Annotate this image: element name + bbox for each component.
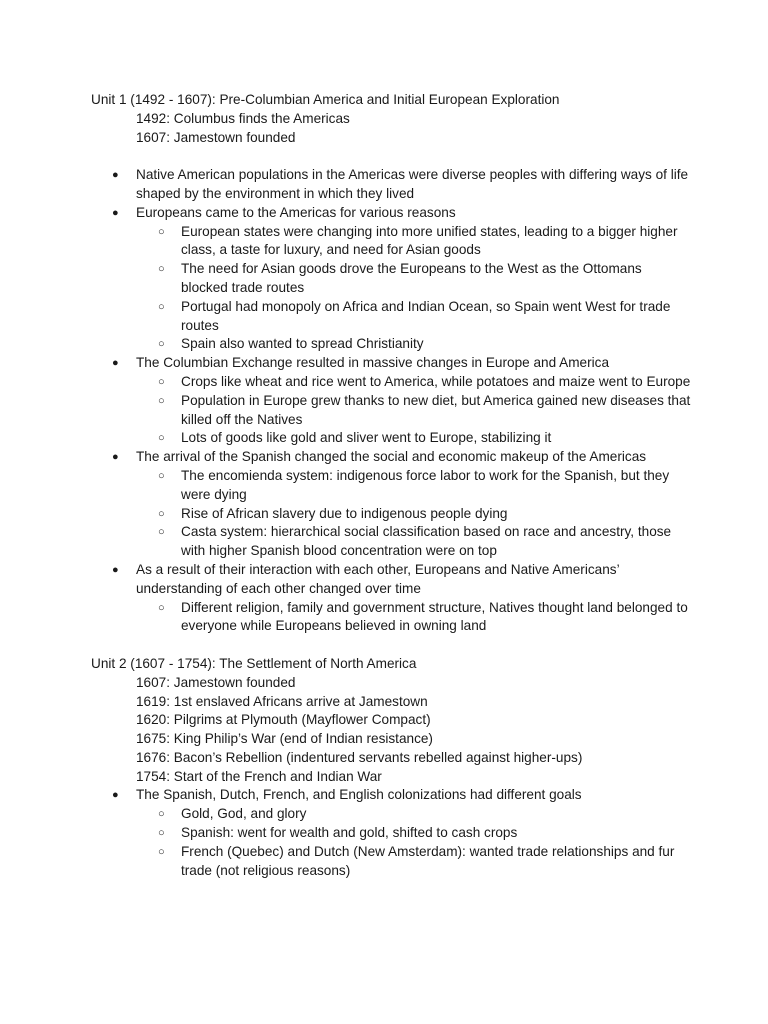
sub-bullet-item	[136, 523, 691, 561]
unit-2-heading: Unit 2 (1607 - 1754): The Settlement of North America	[91, 655, 417, 671]
blank-line	[91, 147, 691, 166]
sub-bullet-text: The encomienda system: indigenous force labor to work for the Spanish, but they were dying	[181, 467, 670, 502]
timeline-entry: 1676: Bacon’s Rebellion (indentured servants rebelled against higher-ups)	[136, 749, 583, 765]
hollow-bullet-icon: ○	[158, 845, 165, 858]
filled-bullet-icon: ●	[112, 357, 119, 370]
sub-bullet-item	[136, 298, 691, 336]
sub-bullet-text: Lots of goods like gold and sliver went to Europe, stabilizing it	[181, 430, 552, 446]
sub-bullet-item	[136, 599, 691, 637]
sub-bullet-item	[136, 335, 691, 354]
bullet-item	[91, 786, 691, 880]
sub-bullet-text: Casta system: hierarchical social classification based on race and ancestry, those with higher Spanish blood concentration were on top	[181, 524, 672, 559]
unit-1-section	[91, 91, 691, 636]
sub-bullet-item	[136, 392, 691, 430]
sub-bullet-list	[136, 373, 691, 448]
bullet-text: The Spanish, Dutch, French, and English colonizations had different goals	[136, 787, 582, 803]
sub-bullet-text: Spanish: went for wealth and gold, shifted to cash crops	[181, 825, 518, 841]
timeline-entry: 1619: 1st enslaved Africans arrive at Jamestown	[136, 693, 428, 709]
sub-bullet-item	[136, 824, 691, 843]
filled-bullet-icon: ●	[112, 206, 119, 219]
sub-bullet-item	[136, 429, 691, 448]
sub-bullet-item	[136, 373, 691, 392]
bullet-item	[91, 166, 691, 204]
bullet-text: The arrival of the Spanish changed the social and economic makeup of the Americas	[136, 449, 647, 465]
sub-bullet-list	[136, 805, 691, 880]
timeline-entry: 1754: Start of the French and Indian War	[136, 768, 382, 784]
sub-bullet-text: Crops like wheat and rice went to America, while potatoes and maize went to Europe	[181, 373, 691, 389]
bullet-text: Europeans came to the Americas for various reasons	[136, 204, 456, 220]
timeline-entry: 1675: King Philip’s War (end of Indian resistance)	[136, 731, 433, 747]
sub-bullet-list	[136, 467, 691, 561]
unit-1-timeline	[91, 110, 691, 148]
bullet-text: The Columbian Exchange resulted in massive changes in Europe and America	[136, 355, 610, 371]
sub-bullet-text: The need for Asian goods drove the Europeans to the West as the Ottomans blocked trade routes	[181, 261, 642, 295]
bullet-item	[91, 561, 691, 636]
sub-bullet-item	[136, 223, 691, 261]
unit-2-bullets	[91, 786, 691, 880]
sub-bullet-item	[136, 843, 691, 881]
sub-bullet-text: Gold, God, and glory	[181, 806, 307, 822]
unit-2-section	[91, 655, 691, 881]
sub-bullet-item	[136, 260, 691, 298]
sub-bullet-text: French (Quebec) and Dutch (New Amsterdam): wanted trade relationships and fur trade (not religious reasons)	[181, 843, 675, 878]
hollow-bullet-icon: ○	[158, 432, 165, 445]
bullet-text: Native American populations in the Americas were diverse peoples with differing ways of life shaped by the environment in which they lived	[136, 167, 689, 201]
unit-1-bullets	[91, 166, 691, 636]
filled-bullet-icon: ●	[112, 789, 119, 802]
bullet-item	[91, 354, 691, 448]
sub-bullet-list	[136, 599, 691, 637]
timeline-entry: 1492: Columbus finds the Americas	[136, 110, 350, 126]
timeline-entry: 1607: Jamestown founded	[136, 674, 296, 690]
filled-bullet-icon: ●	[112, 563, 119, 576]
sub-bullet-item	[136, 467, 691, 505]
unit-2-timeline	[91, 674, 691, 787]
sub-bullet-text: Spain also wanted to spread Christianity	[181, 336, 424, 352]
hollow-bullet-icon: ○	[158, 808, 165, 821]
hollow-bullet-icon: ○	[158, 300, 165, 313]
bullet-item	[91, 448, 691, 561]
hollow-bullet-icon: ○	[158, 469, 165, 482]
hollow-bullet-icon: ○	[158, 375, 165, 388]
hollow-bullet-icon: ○	[158, 601, 165, 614]
sub-bullet-text: Population in Europe grew thanks to new diet, but America gained new diseases that killed off the Natives	[181, 392, 691, 427]
timeline-entry: 1607: Jamestown founded	[136, 129, 296, 145]
sub-bullet-item	[136, 805, 691, 824]
sub-bullet-text: European states were changing into more unified states, leading to a bigger higher class, a taste for luxury, and need for Asian goods	[181, 223, 678, 258]
unit-1-heading: Unit 1 (1492 - 1607): Pre-Columbian America and Initial European Exploration	[91, 92, 560, 107]
hollow-bullet-icon: ○	[158, 225, 165, 238]
hollow-bullet-icon: ○	[158, 338, 165, 351]
document-page	[91, 91, 691, 880]
bullet-item	[91, 204, 691, 354]
sub-bullet-text: Different religion, family and government structure, Natives thought land belonged to everyone while Europeans believed in owning land	[181, 599, 688, 634]
hollow-bullet-icon: ○	[158, 827, 165, 840]
filled-bullet-icon: ●	[112, 169, 119, 182]
hollow-bullet-icon: ○	[158, 507, 165, 520]
sub-bullet-item	[136, 505, 691, 524]
hollow-bullet-icon: ○	[158, 394, 165, 407]
filled-bullet-icon: ●	[112, 451, 119, 464]
sub-bullet-text: Rise of African slavery due to indigenous people dying	[181, 505, 508, 521]
blank-line	[91, 636, 691, 655]
bullet-text: As a result of their interaction with each other, Europeans and Native Americans’ understanding of each other changed over time	[136, 561, 620, 596]
hollow-bullet-icon: ○	[158, 263, 165, 276]
hollow-bullet-icon: ○	[158, 526, 165, 539]
sub-bullet-text: Portugal had monopoly on Africa and Indian Ocean, so Spain went West for trade routes	[181, 298, 671, 333]
sub-bullet-list	[136, 223, 691, 355]
timeline-entry: 1620: Pilgrims at Plymouth (Mayflower Compact)	[136, 712, 431, 728]
